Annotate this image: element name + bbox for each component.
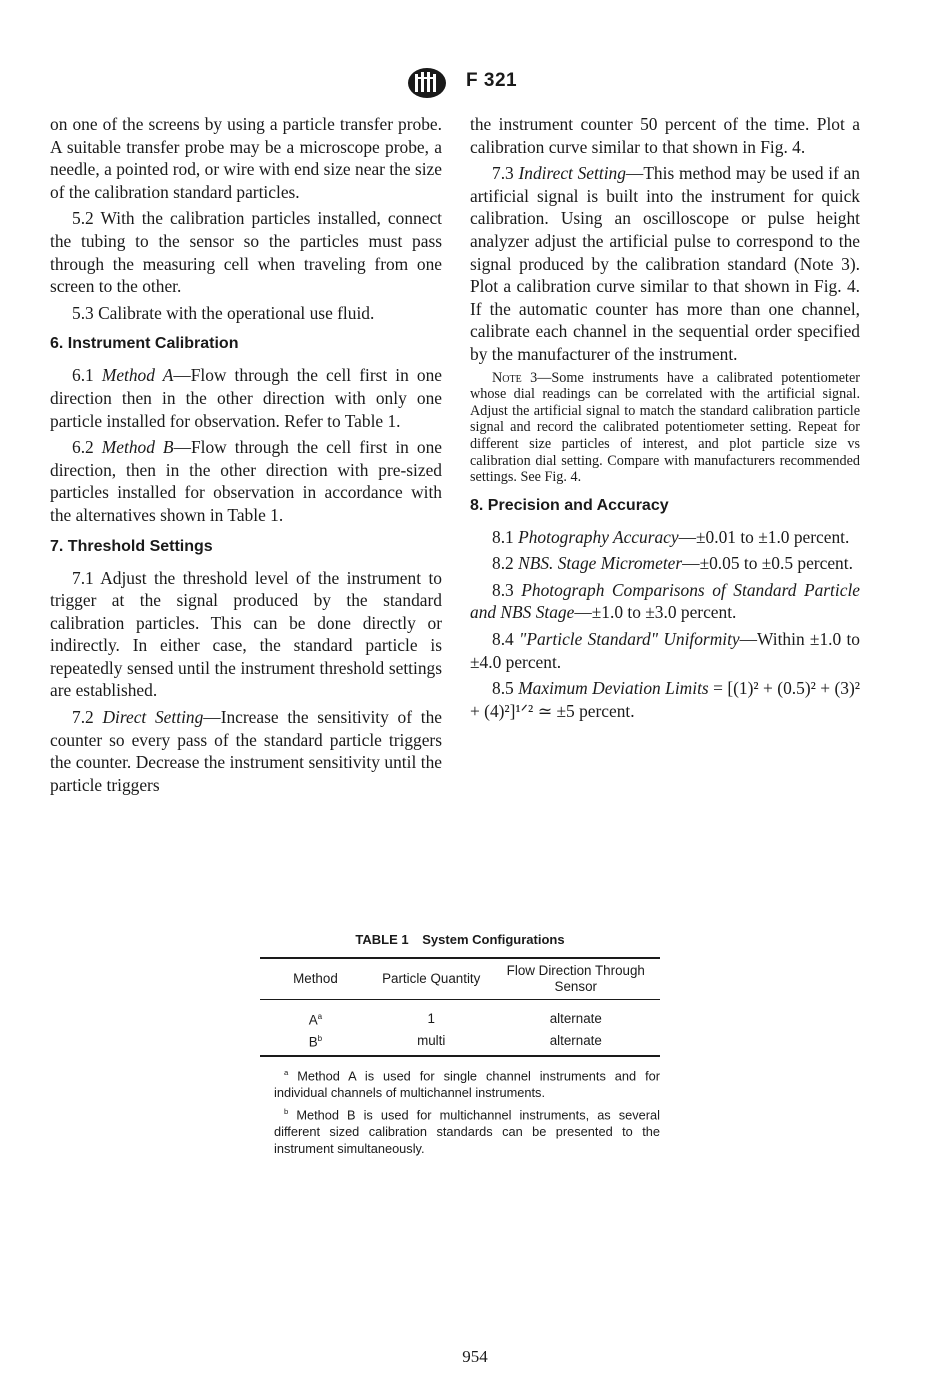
- footnote-a: [274, 1065, 660, 1102]
- paragraph-7-3: [470, 162, 860, 365]
- paragraph-text: —Increase the sensitivity of the counter so every pass of the standard particle triggers the counter. Decrease the instrument sensitivity until the particle triggers: [50, 707, 442, 795]
- paragraph-text: —Flow through the cell first in one direction, then in the other direction with pre-sized particles installed for observation in accordance with the alternatives shown in Table 1.: [50, 437, 442, 525]
- paragraph-text: —±0.01 to ±1.0 percent.: [678, 526, 850, 547]
- cell-quantity: 1: [427, 1010, 435, 1026]
- paragraph-title: Photograph Comparisons of Standard Particle and NBS Stage: [470, 579, 860, 623]
- paragraph-5-2: 5.2 With the calibration particles installed, connect the tubing to the sensor so the particles must pass through the measuring cell when traveling from one screen to the other.: [50, 208, 442, 297]
- standard-designation: F 321: [466, 70, 518, 91]
- page-header: [0, 66, 950, 106]
- paragraph-text: —This method may be used if an artificial signal is built into the instrument for quick calibration. Using an oscilloscope or pulse height analyzer adjust the artificial pulse to correspond to the signal produced by the calibration standard (Note 3). Plot a calibration curve similar to that shown in Fig. 4. If the automatic counter has more than one channel, calibrate each channel in the sequential order specified by the manufacturer of the instrument.: [470, 163, 860, 364]
- paragraph-number: 6.2: [72, 437, 94, 458]
- paragraph-5-3: 5.3 Calibrate with the operational use fluid.: [72, 302, 375, 323]
- cell-flow: alternate: [549, 1010, 602, 1026]
- paragraph-5-1-continued: on one of the screens by using a particle transfer probe. A suitable transfer probe may be a microscope probe, a needle, a pointed rod, or wire with end size near the size of the calibration standard particles.: [50, 114, 442, 202]
- table-footnotes: [260, 1065, 660, 1158]
- paragraph-number: 7.2: [72, 707, 94, 728]
- section-8-heading: 8. Precision and Accuracy: [470, 496, 669, 514]
- paragraph-text: —Flow through the cell first in one direction then in the other direction with only one particle installed for observation. Refer to Table 1.: [50, 365, 442, 431]
- paragraph-6-2: [50, 436, 442, 526]
- paragraph-7-2: [50, 706, 442, 796]
- left-column: [50, 113, 442, 800]
- table-caption: [260, 932, 660, 947]
- footnote-mark: b: [317, 1034, 323, 1044]
- paragraph-title: "Particle Standard" Uniformity: [519, 629, 740, 650]
- column-header-particle-quantity: Particle Quantity: [382, 971, 481, 986]
- table-header-row: [260, 958, 660, 1000]
- method-value: A: [308, 1012, 318, 1028]
- paragraph-8-1: [470, 526, 860, 549]
- paragraph-text: = [(1)² + (0.5)² + (3)² + (4)²]¹ᐟ² ≃ ±5 percent.: [470, 678, 860, 721]
- cell-quantity: multi: [417, 1033, 446, 1049]
- astm-logo-icon: [405, 66, 449, 100]
- paragraph-7-2-continued: the instrument counter 50 percent of the time. Plot a calibration curve similar to that shown in Fig. 4.: [470, 114, 860, 157]
- note-text: —Some instruments have a calibrated potentiometer whose dial readings can be correlated with the artificial signal. Adjust the artificial signal to match the standard calibration particle signal and record the calibrated potentiometer setting. Repeat for different size particles of interest, and plot particle size vs calibration dial setting. Compare with manufacturers recommended settings. See Fig. 4.: [470, 369, 860, 486]
- paragraph-8-4: [470, 628, 860, 673]
- footnote-mark: a: [317, 1012, 323, 1021]
- right-column: [470, 113, 860, 726]
- paragraph-number: 8.4: [492, 629, 514, 650]
- table-title: System Configurations: [422, 932, 565, 947]
- paragraph-title: Direct Setting: [102, 707, 204, 728]
- cell-method: [260, 1029, 371, 1055]
- column-header-flow-direction: Flow Direction Through Sensor: [506, 963, 645, 994]
- table-row: [260, 1029, 660, 1055]
- method-value: B: [308, 1034, 318, 1050]
- paragraph-8-3: [470, 579, 860, 624]
- table-1: [260, 932, 660, 1159]
- paragraph-number: 8.5: [492, 678, 514, 699]
- cell-flow: alternate: [549, 1033, 602, 1049]
- note-3: [470, 370, 860, 486]
- footnote-b: [274, 1104, 660, 1158]
- paragraph-number: 6.1: [72, 365, 94, 386]
- system-configurations-table: [260, 957, 660, 1057]
- footnote-text: Method A is used for single channel instruments and for individual channels of multichannel instruments.: [274, 1068, 660, 1100]
- footnote-mark: a: [284, 1067, 289, 1077]
- paragraph-7-1: 7.1 Adjust the threshold level of the instrument to trigger at the signal produced by the standard calibration particles. This can be done directly or indirectly. In either case, the standard particle is repeatedly sensed until the instrument threshold settings are established.: [50, 567, 442, 701]
- paragraph-title: Photography Accuracy: [518, 526, 679, 547]
- paragraph-text: —±1.0 to ±3.0 percent.: [574, 602, 737, 623]
- paragraph-6-1: [50, 364, 442, 432]
- table-row: [260, 1000, 660, 1030]
- note-label: Note 3: [492, 369, 538, 386]
- paragraph-title: Indirect Setting: [518, 163, 626, 184]
- paragraph-text: —Within ±1.0 to ±4.0 percent.: [470, 629, 860, 672]
- footnote-text: Method B is used for multichannel instruments, as several different sized calibration standards can be presented to the instrument simultaneously.: [274, 1107, 660, 1156]
- footnote-mark: b: [284, 1106, 289, 1116]
- paragraph-title: Maximum Deviation Limits: [518, 678, 709, 699]
- paragraph-title: NBS. Stage Micrometer: [518, 553, 683, 574]
- table-number: TABLE 1: [355, 932, 409, 947]
- paragraph-number: 8.2: [492, 553, 514, 574]
- section-6-heading: 6. Instrument Calibration: [50, 335, 239, 353]
- paragraph-title: Method A: [101, 365, 174, 386]
- cell-method: [260, 1000, 371, 1030]
- paragraph-number: 8.3: [492, 579, 514, 600]
- paragraph-number: 8.1: [492, 526, 514, 547]
- paragraph-number: 7.3: [492, 163, 514, 184]
- column-header-method: Method: [293, 971, 338, 986]
- page-number: 954: [462, 1347, 488, 1366]
- paragraph-8-2: [470, 552, 860, 575]
- section-7-heading: 7. Threshold Settings: [50, 537, 213, 555]
- paragraph-title: Method B: [101, 437, 174, 458]
- paragraph-8-5: [470, 677, 860, 722]
- paragraph-text: —±0.05 to ±0.5 percent.: [682, 553, 853, 574]
